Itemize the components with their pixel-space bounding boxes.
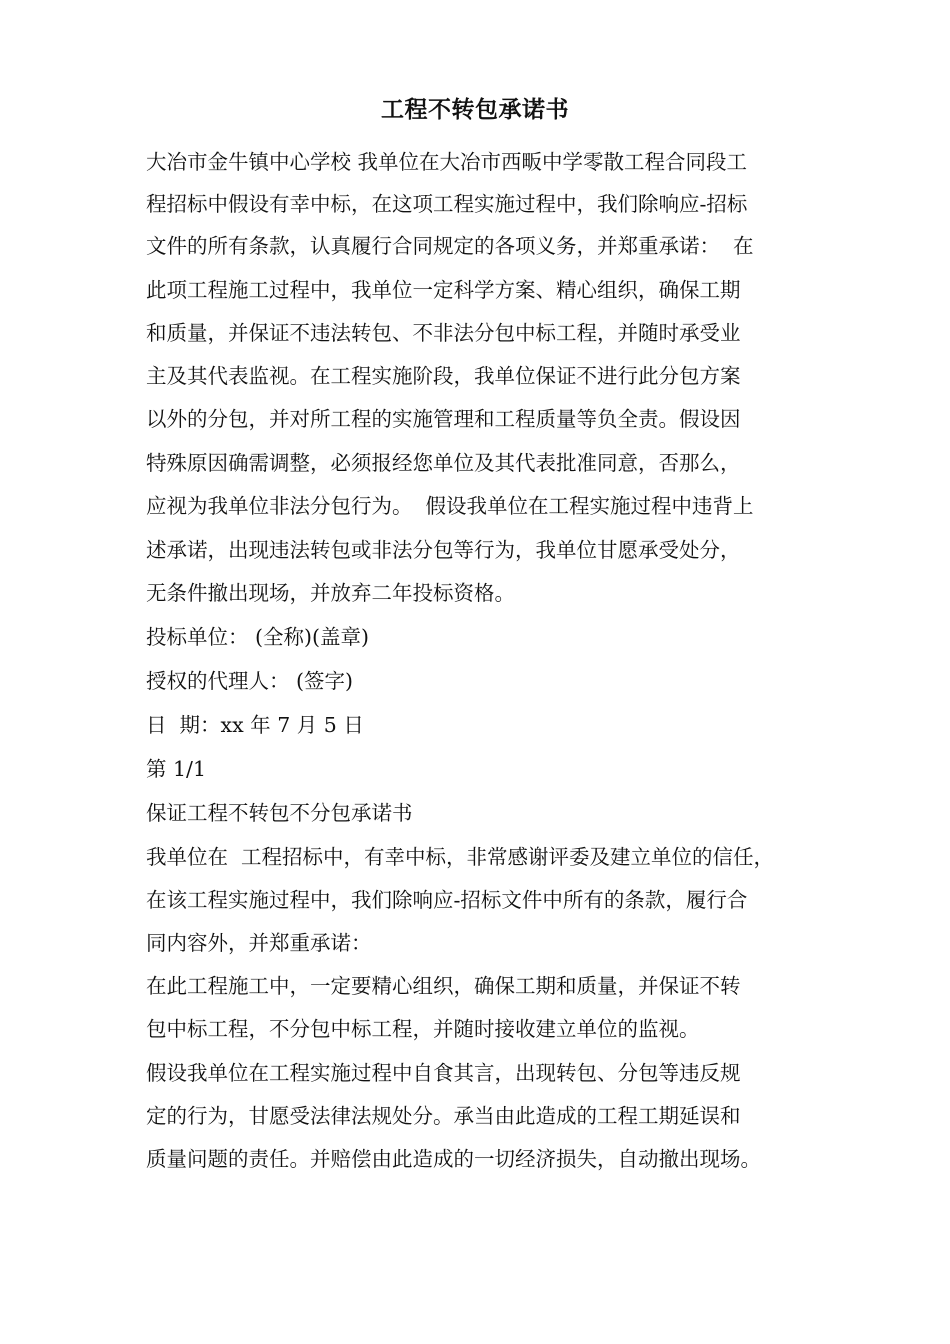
body-line-20: 在此工程施工中，一定要精心组织，确保工期和质量，并保证不转 (146, 974, 741, 998)
agent-line: 授权的代理人： (签字) (146, 669, 354, 693)
body-line-2: 程招标中假设有幸中标，在这项工程实施过程中，我们除响应-招标 (146, 192, 748, 216)
body-line-7: 以外的分包，并对所工程的实施管理和工程质量等负全责。假设因 (146, 407, 741, 431)
document-title: 工程不转包承诺书 (381, 96, 569, 123)
body-line-8: 特殊原因确需调整，必须报经您单位及其代表批准同意，否那么， (146, 451, 741, 475)
body-line-19: 同内容外，并郑重承诺： (146, 931, 372, 955)
body-line-4: 此项工程施工过程中，我单位一定科学方案、精心组织，确保工期 (146, 278, 741, 302)
body-line-10: 述承诺，出现违法转包或非法分包等行为，我单位甘愿承受处分， (146, 538, 741, 562)
body-line-22: 假设我单位在工程实施过程中自食其言，出现转包、分包等违反规 (146, 1061, 741, 1085)
body-line-6: 主及其代表监视。在工程实施阶段，我单位保证不进行此分包方案 (146, 364, 741, 388)
body-line-17: 我单位在 工程招标中，有幸中标，非常感谢评委及建立单位的信任， (146, 845, 775, 869)
body-line-11: 无条件撤出现场，并放弃二年投标资格。 (146, 581, 515, 605)
body-line-9: 应视为我单位非法分包行为。 假设我单位在工程实施过程中违背上 (146, 494, 754, 518)
body-line-18: 在该工程实施过程中，我们除响应-招标文件中所有的条款，履行合 (146, 888, 748, 912)
page-number: 第 1/1 (146, 757, 207, 781)
body-line-21: 包中标工程，不分包中标工程，并随时接收建立单位的监视。 (146, 1017, 700, 1041)
body-line-3: 文件的所有条款，认真履行合同规定的各项义务，并郑重承诺： 在 (146, 234, 754, 258)
bidder-line: 投标单位： (全称)(盖章) (146, 625, 370, 649)
body-line-5: 和质量，并保证不违法转包、不非法分包中标工程，并随时承受业 (146, 321, 741, 345)
body-line-24: 质量问题的责任。并赔偿由此造成的一切经济损失，自动撤出现场。 (146, 1147, 761, 1171)
date-line: 日 期：xx 年 7 月 5 日 (146, 713, 364, 737)
second-title: 保证工程不转包不分包承诺书 (146, 801, 413, 825)
body-line-1: 大冶市金牛镇中心学校 我单位在大冶市西畈中学零散工程合同段工 (146, 150, 748, 174)
body-line-23: 定的行为，甘愿受法律法规处分。承当由此造成的工程工期延误和 (146, 1104, 741, 1128)
